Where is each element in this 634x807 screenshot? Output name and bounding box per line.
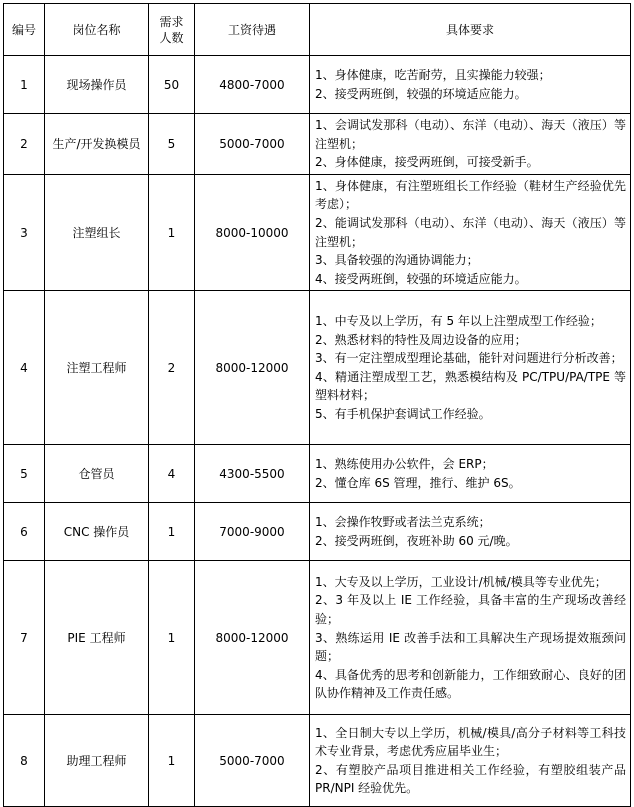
cell-salary: 8000-12000 bbox=[195, 561, 310, 715]
cell-salary: 8000-12000 bbox=[195, 291, 310, 445]
requirement-line: 3、具备较强的沟通协调能力； bbox=[315, 253, 479, 268]
requirement-line: 1、会操作牧野或者法兰克系统； bbox=[315, 515, 491, 530]
cell-requirements bbox=[310, 174, 631, 291]
table-row bbox=[4, 715, 631, 807]
cell-salary: 4800-7000 bbox=[195, 56, 310, 114]
cell-position: 现场操作员 bbox=[45, 56, 149, 114]
cell-salary: 5000-7000 bbox=[195, 715, 310, 807]
cell-number: 2 bbox=[4, 114, 45, 175]
requirement-line: 2、能调试发那科（电动）、东洋（电动）、海天（液压）等注塑机； bbox=[315, 215, 626, 249]
cell-number: 4 bbox=[4, 291, 45, 445]
requirement-line: 3、熟练运用 IE 改善手法和工具解决生产现场提效瓶颈问题； bbox=[315, 630, 626, 664]
header-number: 编号 bbox=[4, 4, 45, 56]
cell-position: CNC 操作员 bbox=[45, 503, 149, 561]
cell-salary: 7000-9000 bbox=[195, 503, 310, 561]
header-count: 需求人数 bbox=[149, 4, 195, 56]
cell-position: 注塑组长 bbox=[45, 174, 149, 291]
cell-requirements bbox=[310, 291, 631, 445]
cell-count: 1 bbox=[149, 561, 195, 715]
requirement-line: 1、身体健康，吃苦耐劳，且实操能力较强； bbox=[315, 67, 551, 82]
cell-number: 5 bbox=[4, 445, 45, 503]
requirement-line: 2、懂仓库 6S 管理，推行、维护 6S。 bbox=[315, 475, 521, 490]
requirement-line: 3、有一定注塑成型理论基础，能针对问题进行分析改善； bbox=[315, 351, 623, 366]
requirement-line: 1、中专及以上学历，有 5 年以上注塑成型工作经验； bbox=[315, 314, 602, 329]
requirement-line: 5、有手机保护套调试工作经验。 bbox=[315, 407, 491, 422]
requirement-line: 4、精通注塑成型工艺，熟悉模结构及 PC/TPU/PA/TPE 等塑料材料； bbox=[315, 369, 626, 403]
table-row bbox=[4, 503, 631, 561]
cell-position: 注塑工程师 bbox=[45, 291, 149, 445]
cell-requirements bbox=[310, 445, 631, 503]
cell-number: 8 bbox=[4, 715, 45, 807]
cell-count: 1 bbox=[149, 503, 195, 561]
header-requirements: 具体要求 bbox=[310, 4, 631, 56]
requirement-line: 1、熟练使用办公软件，会 ERP； bbox=[315, 457, 494, 472]
cell-count: 5 bbox=[149, 114, 195, 175]
requirement-line: 1、全日制大专以上学历，机械/模具/高分子材料等工科技术专业背景，考虑优秀应届毕业生； bbox=[315, 725, 626, 759]
requirement-line: 1、身体健康，有注塑班组长工作经验（鞋材生产经验优先考虑）； bbox=[315, 178, 626, 212]
table-row bbox=[4, 56, 631, 114]
requirement-line: 1、大专及以上学历，工业设计/机械/模具等专业优先； bbox=[315, 574, 607, 589]
cell-position: 助理工程师 bbox=[45, 715, 149, 807]
table-row bbox=[4, 445, 631, 503]
cell-number: 3 bbox=[4, 174, 45, 291]
table-row bbox=[4, 114, 631, 175]
requirement-line: 2、接受两班倒，较强的环境适应能力。 bbox=[315, 86, 527, 101]
table-row bbox=[4, 174, 631, 291]
requirement-line: 2、有塑胶产品项目推进相关工作经验，有塑胶组装产品 PR/NPI 经验优先。 bbox=[315, 762, 626, 796]
table-row bbox=[4, 291, 631, 445]
cell-salary: 4300-5500 bbox=[195, 445, 310, 503]
requirement-line: 2、熟悉材料的特性及周边设备的应用； bbox=[315, 332, 527, 347]
cell-number: 7 bbox=[4, 561, 45, 715]
job-table bbox=[3, 3, 631, 807]
cell-requirements bbox=[310, 503, 631, 561]
header-row bbox=[4, 4, 631, 56]
cell-position: PIE 工程师 bbox=[45, 561, 149, 715]
cell-position: 生产/开发换模员 bbox=[45, 114, 149, 175]
cell-count: 1 bbox=[149, 715, 195, 807]
requirement-line: 2、身体健康，接受两班倒，可接受新手。 bbox=[315, 155, 539, 170]
cell-salary: 5000-7000 bbox=[195, 114, 310, 175]
header-salary: 工资待遇 bbox=[195, 4, 310, 56]
cell-count: 1 bbox=[149, 174, 195, 291]
header-position: 岗位名称 bbox=[45, 4, 149, 56]
cell-number: 1 bbox=[4, 56, 45, 114]
cell-requirements bbox=[310, 56, 631, 114]
cell-requirements bbox=[310, 561, 631, 715]
cell-number: 6 bbox=[4, 503, 45, 561]
requirement-line: 4、接受两班倒，较强的环境适应能力。 bbox=[315, 271, 527, 286]
requirement-line: 1、会调试发那科（电动）、东洋（电动）、海天（液压）等注塑机； bbox=[315, 118, 626, 151]
cell-count: 2 bbox=[149, 291, 195, 445]
cell-requirements bbox=[310, 715, 631, 807]
cell-count: 50 bbox=[149, 56, 195, 114]
requirement-line: 2、3 年及以上 IE 工作经验，具备丰富的生产现场改善经验； bbox=[315, 593, 626, 626]
table-row bbox=[4, 561, 631, 715]
cell-requirements bbox=[310, 114, 631, 175]
requirement-line: 2、接受两班倒，夜班补助 60 元/晚。 bbox=[315, 533, 518, 548]
cell-position: 仓管员 bbox=[45, 445, 149, 503]
requirement-line: 4、具备优秀的思考和创新能力，工作细致耐心、良好的团队协作精神及工作责任感。 bbox=[315, 667, 626, 701]
cell-count: 4 bbox=[149, 445, 195, 503]
cell-salary: 8000-10000 bbox=[195, 174, 310, 291]
